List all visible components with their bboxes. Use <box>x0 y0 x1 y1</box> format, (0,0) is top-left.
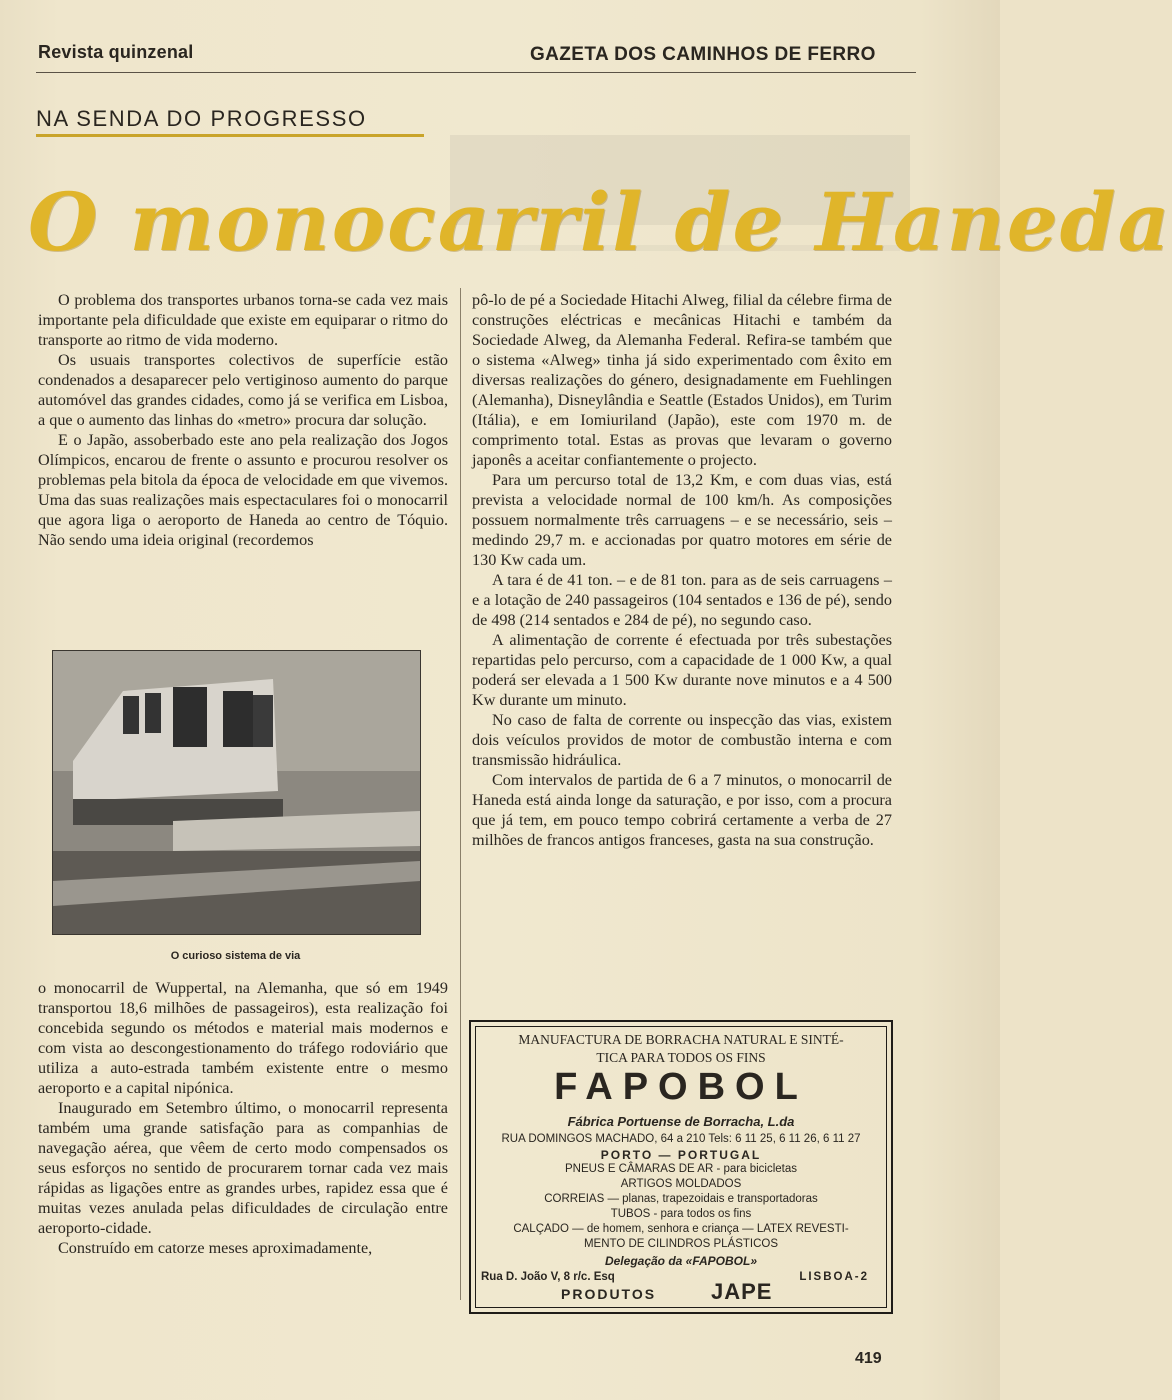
ad-product: TUBOS - para todos os fins <box>610 1208 752 1220</box>
section-heading: NA SENDA DO PROGRESSO <box>36 106 367 131</box>
paragraph: Para um percurso total de 13,2 Km, e com duas vias, está prevista a velocidade normal de 100 km/h. As composições possuem normalmente três carruagens – e se necessário, seis – medindo 29,7 m. e accionadas por quatro motores em série de 130 Kw cada um. <box>472 471 892 569</box>
paragraph: No caso de falta de corrente ou inspecção das vias, existem dois veículos providos de motor de combustão interna e com transmissão hidráulica. <box>472 711 892 769</box>
ad-lisbon-address: Rua D. João V, 8 r/c. Esq <box>481 1271 615 1283</box>
monorail-photo <box>52 650 421 935</box>
column-left-top <box>38 290 448 550</box>
paragraph: pô-lo de pé a Sociedade Hitachi Alweg, filial da célebre firma de construções eléctricas e mecânicas Hitachi e também da Sociedade Alweg, da Alemanha Federal. Refira-se também que o sistema «Alweg» tinha já sido experimentado com êxito em diversas realizações do género, designadamente em Fuehlingen (Alemanha), Disneylândia e Seattle (Estados Unidos), em Turim (Itália), e em Iomiuriland (Japão), este com 1970 m. de comprimento total. Estas as provas que levaram o governo japonês a aceitar confiantemente o projecto. <box>472 291 892 469</box>
paragraph: Construído em catorze meses aproximadamente, <box>58 1239 373 1257</box>
running-header-left: Revista quinzenal <box>38 42 194 62</box>
section-underline <box>36 134 424 137</box>
paragraph: A alimentação de corrente é efectuada por três subestações repartidas pelo percurso, com a capacidade de 1 000 Kw, a qual poderá ser elevada a 1 500 Kw durante nove minutos e a 4 500 Kw durante um minuto. <box>472 631 892 709</box>
column-left-bottom <box>38 978 448 1258</box>
ad-product: PNEUS E CÂMARAS DE AR - para bicicletas <box>565 1163 797 1175</box>
ad-line: TICA PARA TODOS OS FINS <box>596 1050 766 1065</box>
ad-lisbon: LISBOA-2 <box>799 1271 869 1283</box>
paragraph: Com intervalos de partida de 6 a 7 minutos, o monocarril de Haneda está ainda longe da saturação, e por isso, com a procura que já tem, em pouco tempo cobrirá certamente a verba de 27 milhões de francos antigos franceses, gasta na sua construção. <box>472 771 892 849</box>
page-number: 419 <box>855 1350 882 1367</box>
header-rule <box>36 72 916 73</box>
paragraph: A tara é de 41 ton. – e de 81 ton. para as de seis carruagens – e a lotação de 240 passageiros (104 sentados e 136 de pé), sendo de 498 (214 sentados e 284 de pé), no segundo caso. <box>472 571 892 629</box>
ad-line: MANUFACTURA DE BORRACHA NATURAL E SINTÉ- <box>518 1032 844 1047</box>
ad-products-brand: JAPE <box>711 1279 773 1304</box>
fapobol-advertisement <box>469 1020 893 1314</box>
paragraph: O problema dos transportes urbanos torna-se cada vez mais importante pela dificuldade que existe em equiparar o ritmo do transporte ao ritmo de vida moderno. <box>38 291 448 349</box>
article-title: O monocarril de Haneda <box>28 175 1172 269</box>
running-header-right: GAZETA DOS CAMINHOS DE FERRO <box>530 44 876 65</box>
ad-company: Fábrica Portuense de Borracha, L.da <box>567 1114 795 1129</box>
ad-city: PORTO — PORTUGAL <box>600 1148 762 1162</box>
ad-product: MENTO DE CILINDROS PLÁSTICOS <box>583 1238 779 1250</box>
ad-product: CALÇADO — de homem, senhora e criança — LATEX REVESTI- <box>513 1223 849 1235</box>
paragraph: Inaugurado em Setembro último, o monocarril representa também uma grande satisfação para as companhias de navegação aérea, que vêem de certo modo compensados os seus esforços no sentido de procurarem tornar cada vez mais rápidas as ligações entre as grandes urbes, rapidez essa que é muitas vezes anulada pelas dificuldades de circulação entre aeroporto-cidade. <box>38 1099 448 1237</box>
ad-product: CORREIAS — planas, trapezoidais e transportadoras <box>544 1193 818 1205</box>
ad-brand: FAPOBOL <box>554 1066 808 1108</box>
photo-caption: O curioso sistema de via <box>170 950 301 962</box>
monorail-illustration <box>53 651 420 934</box>
ad-products-label: PRODUTOS <box>561 1286 657 1302</box>
ad-delegation: Delegação da «FAPOBOL» <box>604 1254 758 1268</box>
ad-product: ARTIGOS MOLDADOS <box>620 1178 742 1190</box>
column-divider <box>460 288 461 1300</box>
ad-address: RUA DOMINGOS MACHADO, 64 a 210 Tels: 6 11 25, 6 11 26, 6 11 27 <box>501 1133 861 1145</box>
column-right <box>472 290 892 850</box>
paragraph: o monocarril de Wuppertal, na Alemanha, que só em 1949 transportou 18,6 milhões de passageiros), esta realização foi concebida segundo os métodos e material mais modernos e com vista ao descongestionamento do tráfego rodoviário que utiliza a auto-estrada também existente entre o mesmo aeroporto e a capital nipónica. <box>38 979 448 1097</box>
paragraph: Os usuais transportes colectivos de superfície estão condenados a desaparecer pelo vertiginoso aumento do parque automóvel das grandes cidades, como já se verifica em Lisboa, a que o aumento das linhas do «metro» procura dar solução. <box>38 351 448 429</box>
paragraph: E o Japão, assoberbado este ano pela realização dos Jogos Olímpicos, encarou de frente o assunto e procurou resolver os problemas pela bitola da época de velocidade em que vivemos. Uma das suas realizações mais espectaculares foi o monocarril que agora liga o aeroporto de Haneda ao centro de Tóquio. Não sendo uma ideia original (recordemos <box>38 431 448 549</box>
